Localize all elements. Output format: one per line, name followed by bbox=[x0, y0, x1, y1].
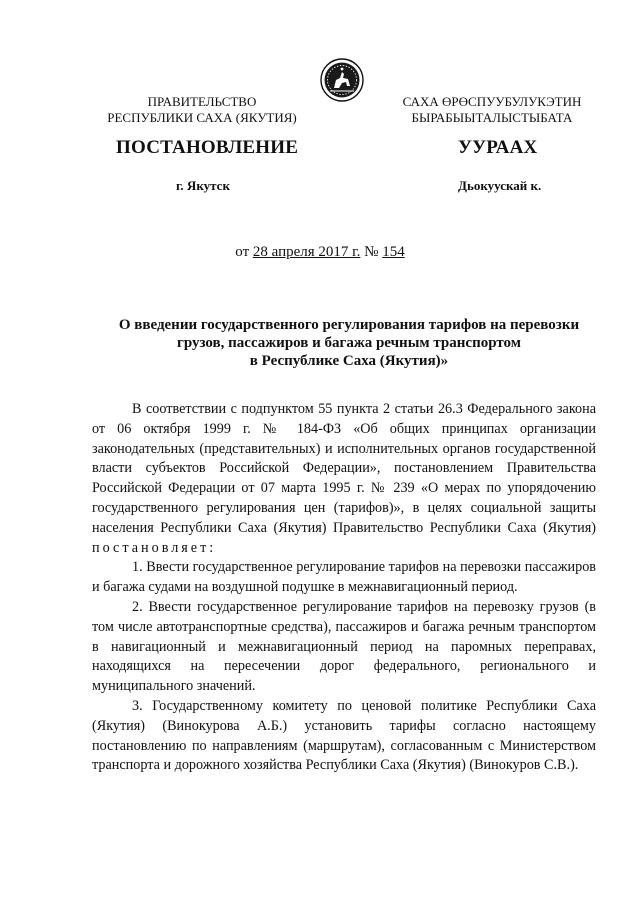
decree-title-ru: ПОСТАНОВЛЕНИЕ bbox=[116, 137, 299, 158]
item-3: 3. Государственному комитету по ценовой политике Республики Саха (Якутия) (Винокурова А.Б.) установить тарифы согласно настоящему постановлению по направлениям (маршрутам), согласованным с Министерством транспорта и дорожного хозяйства Республики Саха (Якутия) (Винокуров С.В.). bbox=[92, 697, 596, 774]
city-ru: г. Якутск bbox=[176, 178, 230, 193]
header-left-line1: ПРАВИТЕЛЬСТВО bbox=[147, 94, 257, 109]
date-number-line bbox=[0, 244, 640, 261]
coat-of-arms-emblem bbox=[320, 58, 364, 102]
header-right-line2: БЫРАБЫЫТАЛЫСТЫБАТА bbox=[411, 110, 573, 125]
document-title-line1: О введении государственного регулирования тарифов на перевозки bbox=[118, 317, 580, 333]
decree-number: 154 bbox=[382, 244, 405, 260]
header-right-line1: САХА ӨРӨСПУУБУЛУКЭТИН bbox=[402, 94, 582, 109]
document-title-line2: грузов, пассажиров и багажа речным транспортом bbox=[177, 335, 521, 351]
header-government-ru bbox=[100, 94, 304, 126]
decree-date: 28 апреля 2017 г. bbox=[252, 244, 361, 260]
item-1: 1. Ввести государственное регулирование тарифов на перевозки пассажиров и багажа судами на воздушной подушке в межнавигационный период. bbox=[92, 559, 596, 596]
intro-text: В соответствии с подпунктом 55 пункта 2 статьи 26.3 Федерального закона от 06 октября 1999 г. № 184-ФЗ «Об общих принципах организации законодательных (представительных) и исполнительных органов государственной власти субъектов Российской Федерации», постановлением Правительства Российской Федерации от 07 марта 1995 г. № 239 «О мерах по упорядочению государственного регулирования цен (тарифов)», в целях социальной защиты населения Республики Саха (Якутия) Правительство Республики Саха (Якутия) bbox=[92, 401, 596, 536]
item-2: 2. Ввести государственное регулирование тарифов на перевозку грузов (в том числе автотранспортные средства), пассажиров и багажа речным транспортом в навигационный и межнавигационный период на паромных переправах, находящихся на пересечении дорог федерального, регионального и муниципального значений. bbox=[92, 598, 596, 695]
date-prefix: от bbox=[235, 244, 250, 260]
decree-word: постановляет: bbox=[92, 539, 217, 556]
document-body bbox=[92, 400, 596, 776]
intro-paragraph bbox=[92, 400, 596, 558]
document-title bbox=[95, 316, 603, 370]
header-government-sakha bbox=[388, 94, 596, 126]
number-sign: № bbox=[364, 244, 379, 260]
city-sakha: Дьокуускай к. bbox=[458, 178, 542, 193]
document-title-line3: в Республике Саха (Якутия)» bbox=[249, 353, 449, 369]
header-left-line2: РЕСПУБЛИКИ САХА (ЯКУТИЯ) bbox=[107, 110, 297, 125]
decree-title-sakha: УУРААХ bbox=[458, 137, 538, 158]
